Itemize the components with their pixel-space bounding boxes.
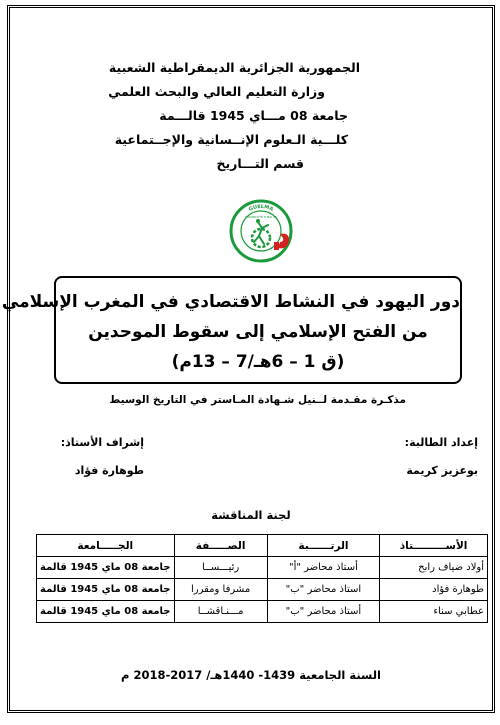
member-role: رئيـــســا	[174, 557, 267, 579]
header-block	[30, 56, 360, 176]
preparation-label: إعداد الطالبة:	[404, 436, 478, 449]
member-role: مشرفا ومقررا	[174, 579, 267, 601]
member-rank: أستاذ محاضر "ب"	[267, 601, 380, 623]
col-header-rank: الرتــــــبة	[267, 535, 380, 557]
member-rank: استاذ محاضر "ب"	[267, 579, 380, 601]
member-name: عطابي سناء	[380, 601, 488, 623]
member-university: جامعة 08 ماي 1945 قالمة	[37, 601, 175, 623]
cover-page	[1, 5, 495, 713]
member-university: جامعة 08 ماي 1945 قالمة	[37, 579, 175, 601]
title-line-3: (ق 1 – 6هـ/7 – 13م)	[171, 352, 345, 372]
republic-line: الجمهورية الجزائرية الديمقراطية الشعبية	[108, 60, 360, 75]
table-header-row	[37, 535, 488, 557]
supervisor-name: طوهارة فؤاد	[74, 464, 144, 477]
academic-year: السنة الجامعية 1439- 1440هـ/ 2017-2018 م	[121, 668, 381, 682]
department-line: قسم التـــاريخ	[216, 156, 304, 171]
committee-table	[36, 534, 488, 623]
logo-subtext: UNIVERSITE 8 MAI 45	[245, 215, 277, 219]
member-rank: أستاذ محاضر "أ"	[267, 557, 380, 579]
table-row	[37, 579, 488, 601]
member-name: طوهارة فؤاد	[380, 579, 488, 601]
col-header-professor: الأســـــــــتاذ	[380, 535, 488, 557]
university-logo	[228, 198, 294, 264]
member-university: جامعة 08 ماي 1945 قالمة	[37, 557, 175, 579]
title-line-2: من الفتح الإسلامي إلى سقوط الموحدين	[88, 322, 428, 342]
supervision-label: إشراف الأستاذ:	[60, 436, 144, 449]
student-name: بوعزيز كريمة	[406, 464, 478, 477]
memo-statement: مذكـرة مقـدمة لــنيل شـهادة المـاستر في التاريخ الوسيط	[109, 394, 406, 406]
col-header-role: الصـــــفة	[174, 535, 267, 557]
faculty-line: كلـــية الـعلوم الإنــسانية والإجــتماعية	[114, 132, 348, 147]
title-line-1: دور اليهود في النشاط الاقتصادي في المغرب الإسلامي	[1, 292, 460, 312]
member-name: أولاد ضياف رابح	[380, 557, 488, 579]
table-row	[37, 601, 488, 623]
committee-title: لجنة المناقشة	[211, 508, 291, 522]
table-row	[37, 557, 488, 579]
thesis-title-box	[1, 276, 462, 384]
member-role: مـــنـاقشــا	[174, 601, 267, 623]
logo-text: GUELMA	[247, 203, 275, 213]
university-line: جامعة 08 مـــاي 1945 قالـــمة	[159, 108, 348, 123]
col-header-university: الجـــــامعة	[37, 535, 175, 557]
ministry-line: وزارة التعليم العالي والبحث العلمي	[108, 84, 325, 99]
